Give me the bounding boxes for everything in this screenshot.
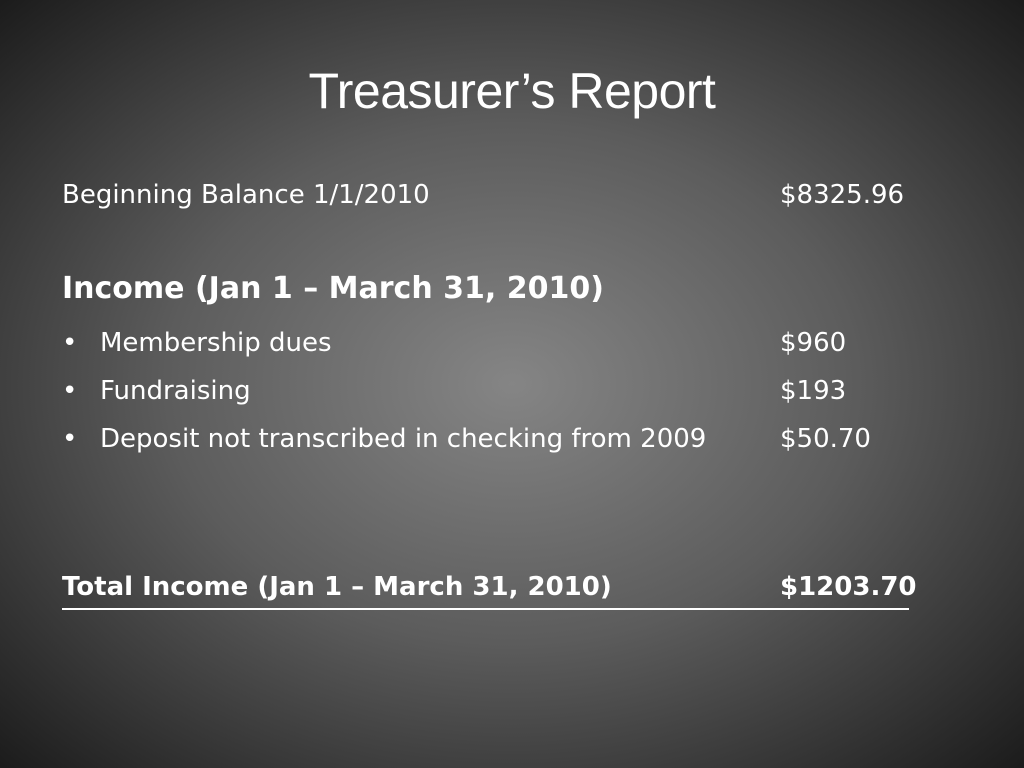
bullet-icon: •	[62, 376, 78, 406]
income-heading: Income (Jan 1 – March 31, 2010)	[62, 271, 604, 306]
total-income-row	[62, 572, 917, 610]
income-item-amount: $50.70	[780, 424, 871, 454]
income-item-label: Deposit not transcribed in checking from 2009	[100, 424, 707, 454]
income-item-amount: $960	[780, 328, 847, 358]
beginning-balance-amount: $8325.96	[780, 180, 905, 210]
income-item-amount: $193	[780, 376, 847, 406]
beginning-balance-label: Beginning Balance 1/1/2010	[62, 180, 430, 210]
bullet-icon: •	[62, 328, 78, 358]
income-item-label: Fundraising	[100, 376, 251, 406]
slide-title: Treasurer’s Report	[308, 63, 716, 119]
bullet-icon: •	[62, 424, 78, 454]
income-item-label: Membership dues	[100, 328, 332, 358]
total-income-label: Total Income (Jan 1 – March 31, 2010)	[62, 572, 612, 602]
total-income-amount: $1203.70	[780, 572, 917, 602]
